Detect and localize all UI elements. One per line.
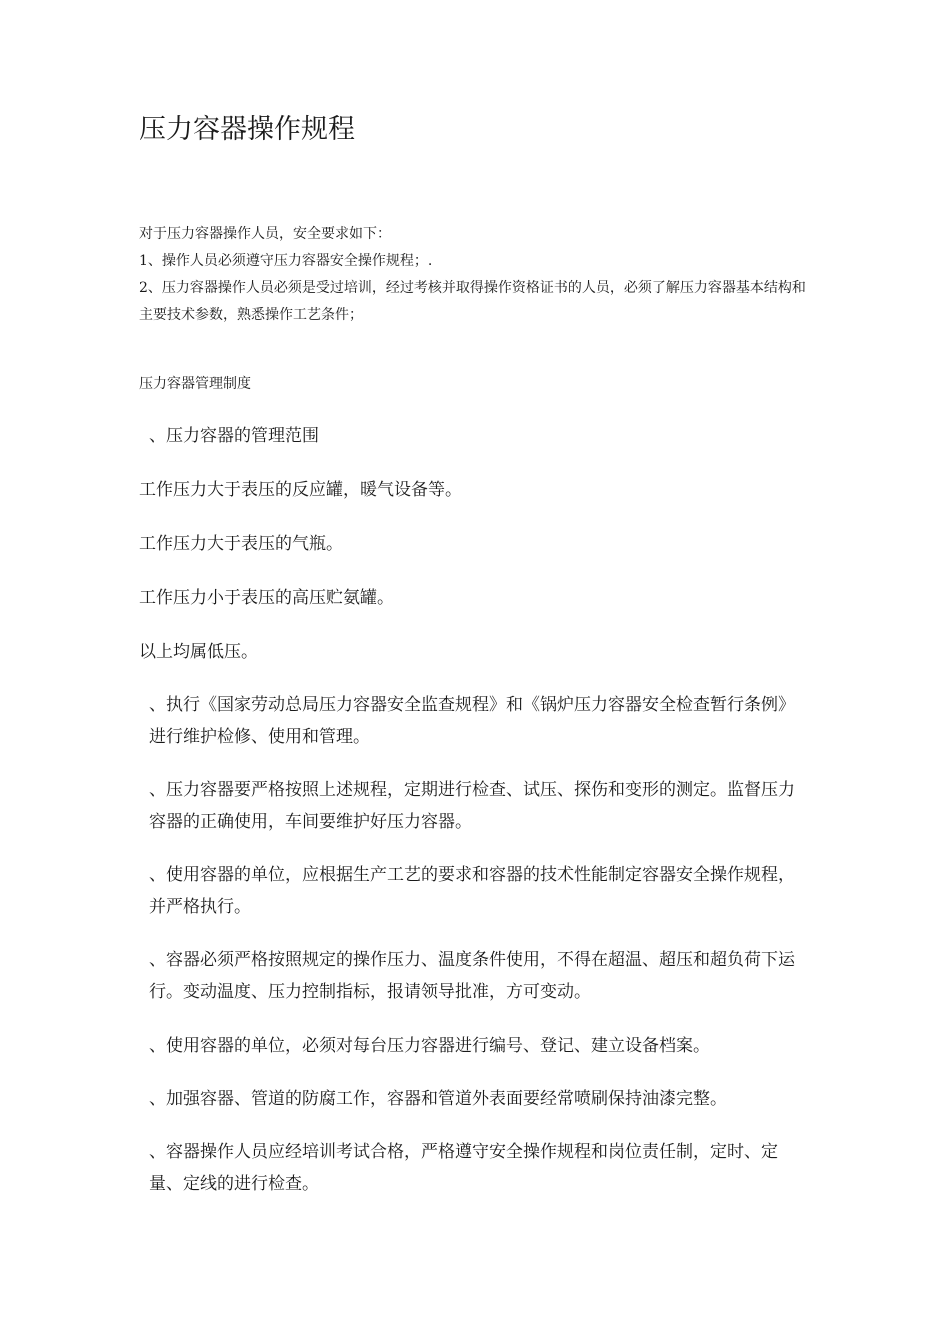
paragraph: 工作压力小于表压的高压贮氨罐。 [139,588,394,608]
intro-line: 对于压力容器操作人员，安全要求如下： [139,226,391,242]
section-heading: 压力容器管理制度 [139,376,251,392]
paragraph: 、压力容器的管理范围 [149,426,319,446]
paragraph: 、使用容器的单位，必须对每台压力容器进行编号、登记、建立设备档案。 [149,1036,710,1056]
paragraph: 、压力容器要严格按照上述规程，定期进行检查、试压、探伤和变形的测定。监督压力容器的正确使用，车间要维护好压力容器。 [149,780,795,832]
paragraph: 、执行《国家劳动总局压力容器安全监查规程》和《锅炉压力容器安全检查暂行条例》进行维护检修、使用和管理。 [149,695,795,747]
regulation-body [139,420,811,1200]
paragraph: 、加强容器、管道的防腐工作，容器和管道外表面要经常喷刷保持油漆完整。 [149,1089,727,1109]
paragraph: 工作压力大于表压的气瓶。 [139,534,343,554]
paragraph: 、使用容器的单位，应根据生产工艺的要求和容器的技术性能制定容器安全操作规程，并严格执行。 [149,865,795,917]
paragraph: 、容器操作人员应经培训考试合格，严格遵守安全操作规程和岗位责任制，定时、定量、定线的进行检查。 [149,1142,778,1194]
paragraph: 以上均属低压。 [139,642,258,662]
paragraph: 、容器必须严格按照规定的操作压力、温度条件使用，不得在超温、超压和超负荷下运行。变动温度、压力控制指标，报请领导批准，方可变动。 [149,950,795,1002]
intro-line: 2、压力容器操作人员必须是受过培训，经过考核并取得操作资格证书的人员，必须了解压力容器基本结构和主要技术参数，熟悉操作工艺条件； [139,280,806,323]
intro-line: 1、操作人员必须遵守压力容器安全操作规程；. [139,253,433,269]
intro-block [139,221,819,329]
paragraph: 工作压力大于表压的反应罐，暖气设备等。 [139,480,462,500]
document-title: 压力容器操作规程 [139,114,355,145]
